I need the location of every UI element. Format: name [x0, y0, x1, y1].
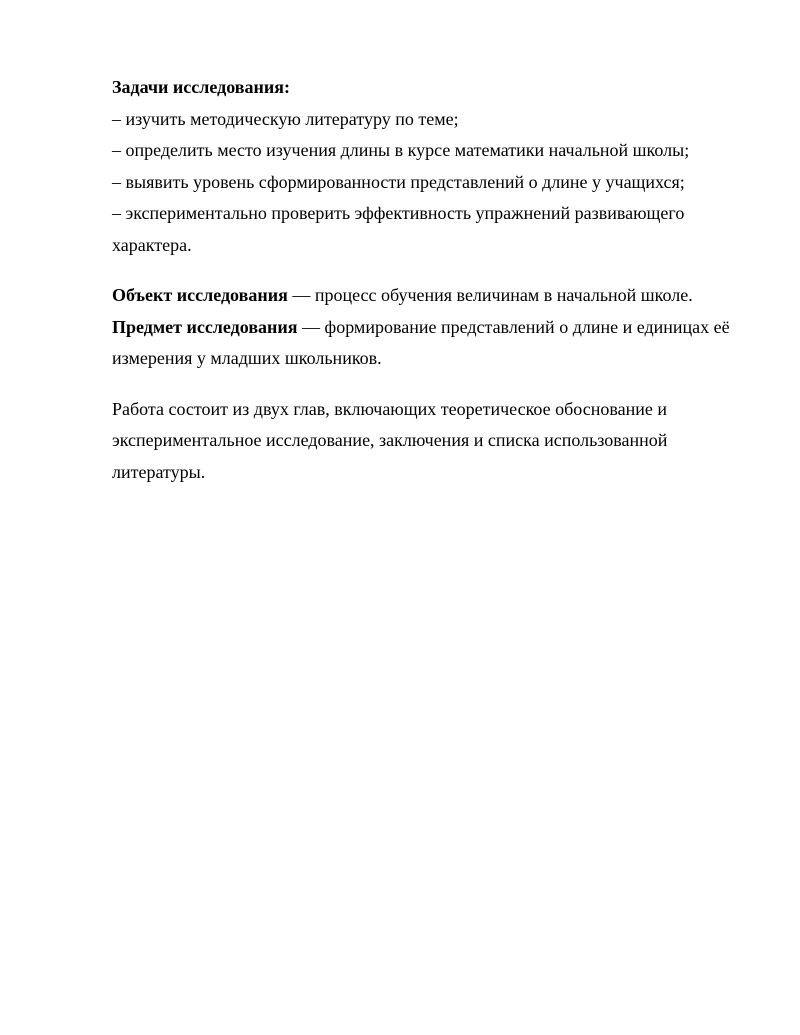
paragraph-gap — [112, 261, 752, 280]
task-item: – изучить методическую литературу по теме; — [112, 108, 459, 129]
task-item: – экспериментально проверить эффективность упражнений развивающего характера. — [112, 203, 685, 255]
tasks-list — [112, 104, 752, 262]
research-object-text: — процесс обучения величинам в начальной школе. — [287, 285, 693, 305]
research-object-label: Объект исследования — [112, 285, 288, 305]
research-subject-text: — формирование представлений о длине и единицах её измерения у младших школьников. — [112, 316, 730, 368]
task-item: – выявить уровень сформированности представлений о длине у учащихся; — [112, 171, 685, 192]
research-subject-paragraph — [112, 312, 752, 375]
tasks-heading: Задачи исследования: — [112, 77, 290, 97]
research-object-paragraph — [112, 280, 752, 312]
work-structure-paragraph: Работа состоит из двух глав, включающих теоретическое обоснование и экспериментальное исследование, заключения и списка использованной литературы. — [112, 398, 668, 482]
document-body — [112, 72, 752, 488]
task-item: – определить место изучения длины в курсе математики начальной школы; — [112, 140, 690, 160]
paragraph-gap — [112, 375, 752, 394]
research-subject-label: Предмет исследования — [112, 316, 298, 337]
